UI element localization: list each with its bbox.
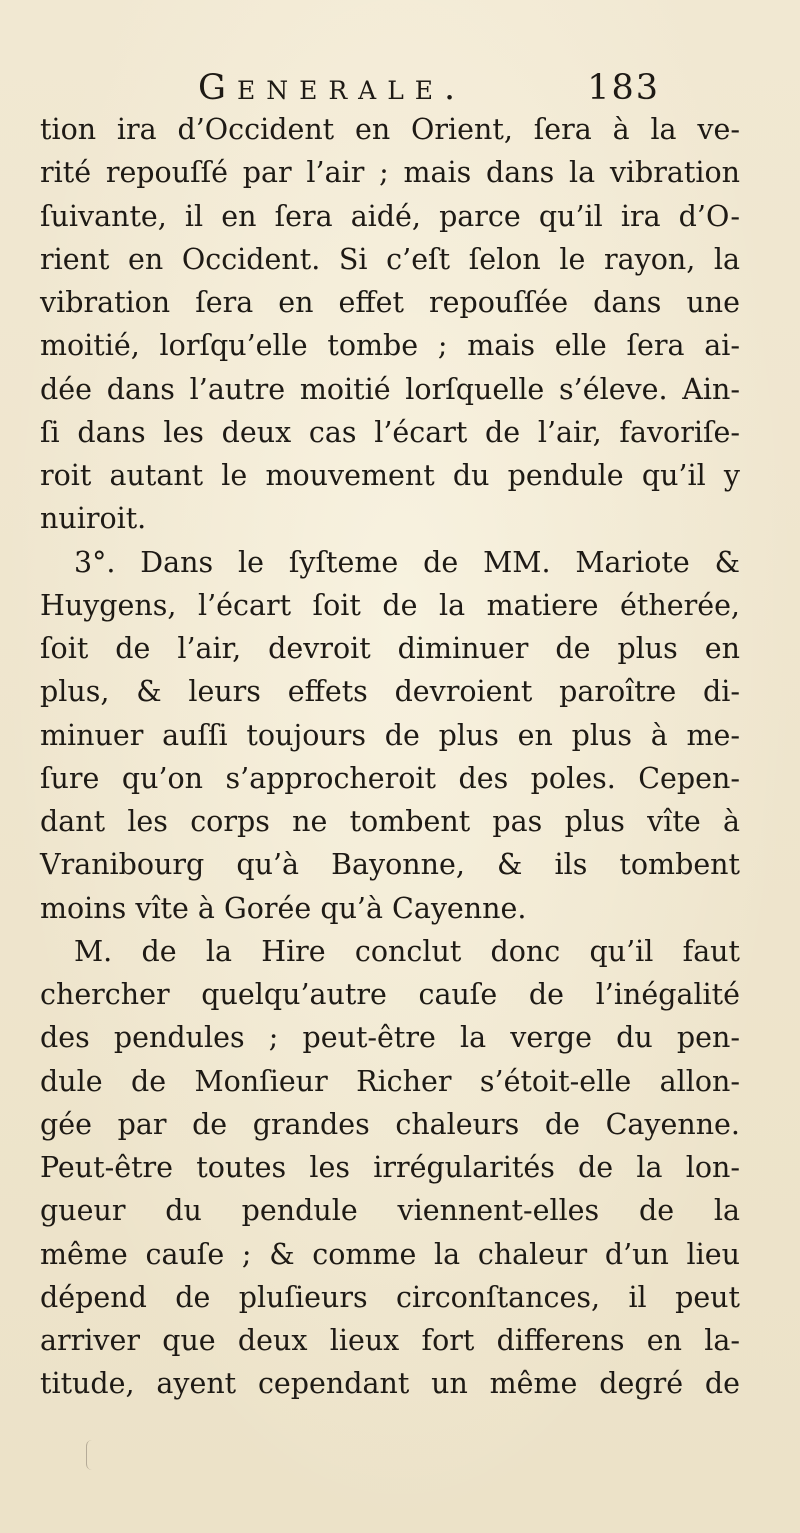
text-line-22: des pendules ; peut-être la verge du pen- [40,1021,740,1055]
text-line-30: titude, ayent cependant un même degré de [40,1367,740,1401]
text-line-24: gée par de grandes chaleurs de Cayenne. [40,1107,740,1141]
running-title: Generale. [198,68,467,108]
text-line-25: Peut-être toutes les irrégularités de la lon- [40,1151,740,1184]
text-line-11: 3°. Dans le ſyſteme de MM. Mariote & [74,545,740,579]
text-line-4: rient en Occident. Si c’eſt ſelon le rayon, la [40,242,740,276]
text-line-15: minuer auſſi toujours de plus en plus à me- [40,718,740,752]
text-line-10: nuiroit. [40,502,147,536]
text-line-12: Huygens, l’écart ſoit de la matiere étherée, [40,588,740,622]
text-line-5: vibration ſera en effet repouſſée dans une [40,286,740,319]
text-line-28: dépend de pluſieurs circonſtances, il peut [40,1280,740,1314]
text-line-27: même cauſe ; & comme la chaleur d’un lieu [40,1237,740,1271]
page-number: 183 [587,68,660,108]
text-line-20: M. de la Hire conclut donc qu’il faut [74,934,740,968]
text-line-19: moins vîte à Gorée qu’à Cayenne. [40,891,527,925]
text-line-26: gueur du pendule viennent-elles de la [40,1194,740,1228]
text-line-18: Vranibourg qu’à Bayonne, & ils tombent [40,848,740,882]
text-line-14: plus, & leurs effets devroient paroître di- [40,675,740,709]
text-line-2: rité repouſſé par l’air ; mais dans la vibration [40,156,740,190]
text-line-16: ſure qu’on s’approcheroit des poles. Cepen- [40,761,740,795]
text-line-3: ſuivante, il en ſera aidé, parce qu’il ira d’O- [40,199,740,233]
text-line-13: ſoit de l’air, devroit diminuer de plus en [40,632,740,665]
text-line-6: moitié, lorſqu’elle tombe ; mais elle ſera ai- [40,329,740,363]
paper-fold-mark [86,1440,99,1470]
text-line-21: chercher quelqu’autre cauſe de l’inégalité [40,978,740,1011]
text-line-17: dant les corps ne tombent pas plus vîte à [40,805,740,838]
running-head [198,66,660,110]
text-line-7: dée dans l’autre moitié lorſquelle s’éleve. Ain- [40,372,740,406]
text-line-9: roit autant le mouvement du pendule qu’il y [40,459,740,492]
text-line-29: arriver que deux lieux fort differens en la- [40,1324,740,1357]
text-line-23: dule de Monſieur Richer s’étoit-elle allon- [40,1064,740,1098]
text-line-1: tion ira d’Occident en Orient, ſera à la ve- [40,113,740,146]
body-text [40,108,740,1406]
text-line-8: ſi dans les deux cas l’écart de l’air, favoriſe- [40,415,740,449]
